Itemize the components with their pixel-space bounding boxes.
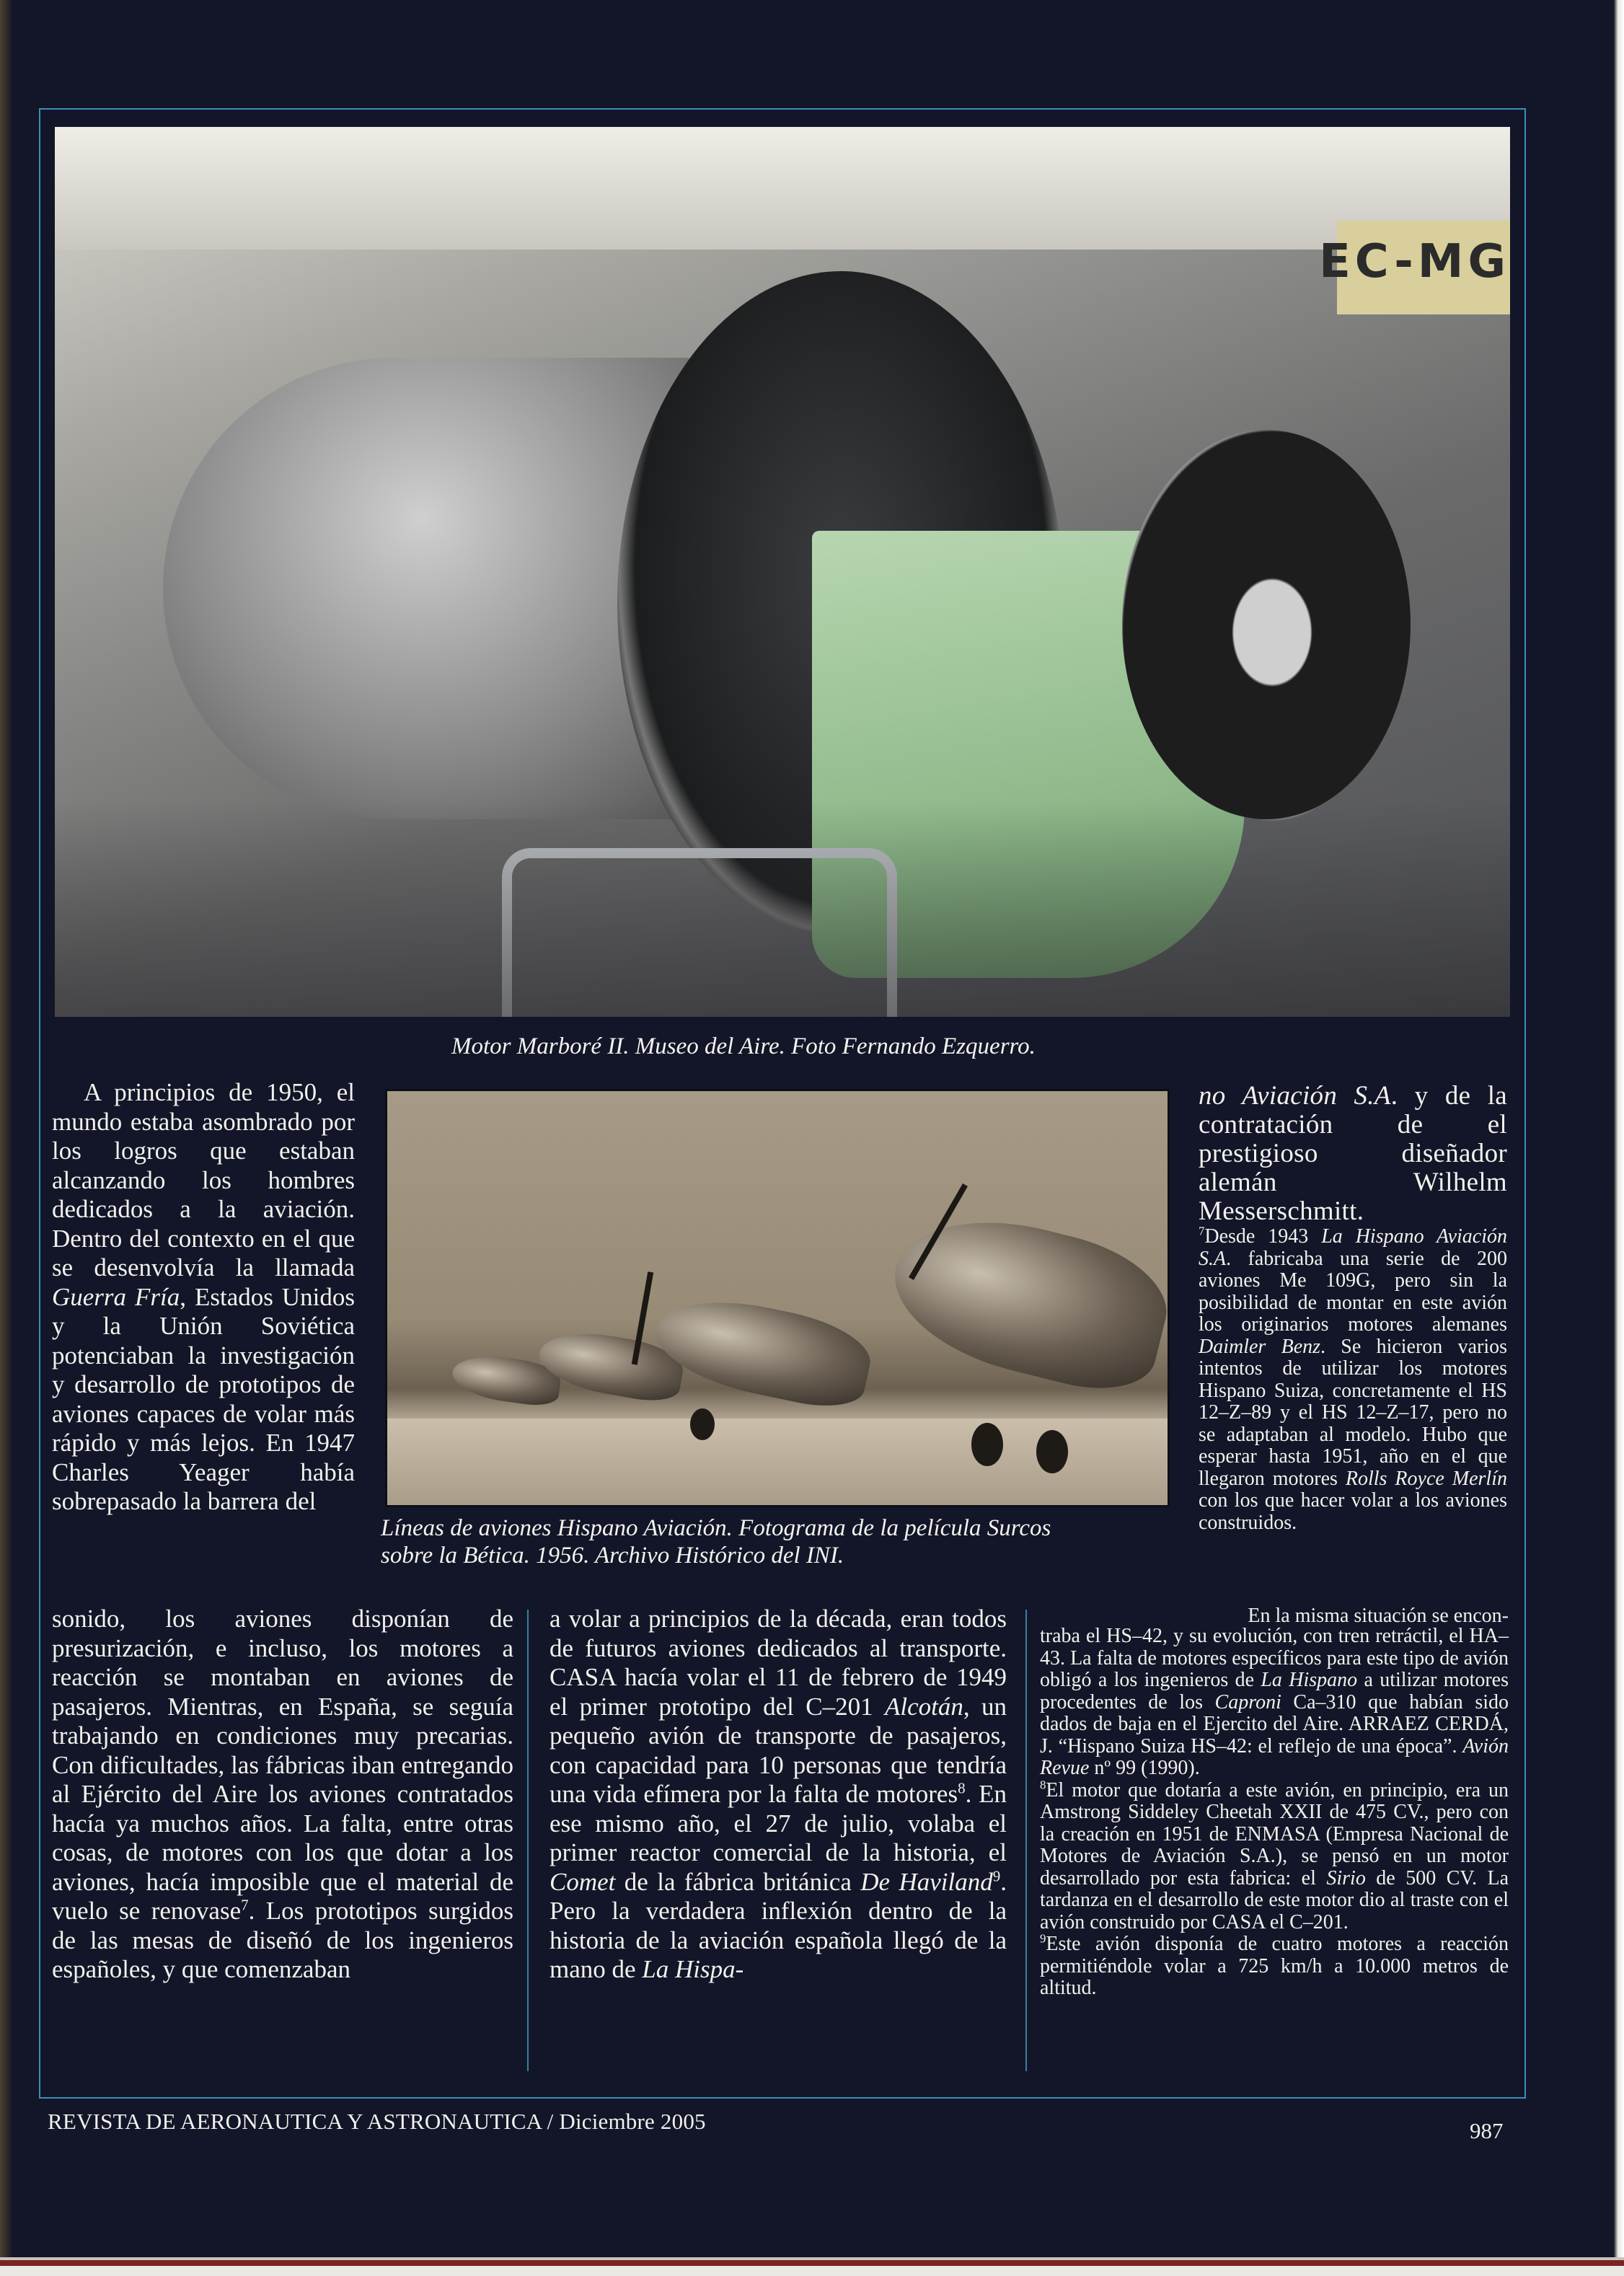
- article-column-1-bottom: [52, 1605, 513, 1985]
- footnote-text: traba el HS–42, y su evolución, con tren retráctil, el HA–43. La falta de motores específicos para este tipo de avión obligó a los ingenieros de: [1040, 1625, 1509, 1691]
- hangar-ceiling: [55, 127, 1510, 250]
- footnote-text: de 500 CV. La tardanza en el desarrollo de este motor dio al traste con el avión construido por CASA el C–201.: [1040, 1866, 1509, 1933]
- article-text: . En ese mismo año, el 27 de julio, volaba el primer reactor comercial de la historia, el: [550, 1780, 1007, 1866]
- article-text: . y de la contratación de el prestigioso diseñador alemán Wilhelm Messerschmitt.: [1199, 1081, 1507, 1226]
- footnote-text: . Se hicieron varios intentos de utilizar los motores Hispano Suiza, concretamente el HS 12–Z–89 y el HS 12–Z–17, pero no se adaptaban al modelo. Hubo que esperar hasta 1951, año en el que llegaron motores: [1199, 1335, 1507, 1490]
- article-italic: Comet: [550, 1867, 616, 1896]
- article-italic: no Aviación S.A: [1199, 1081, 1391, 1111]
- landing-wheel: [971, 1423, 1003, 1466]
- footnote-italic: Rolls Royce Merlín: [1345, 1467, 1507, 1490]
- footnote-text: El motor que dotaría a este avión, en principio, era un Amstrong Siddeley Cheetah XXII de 475 CV., pero con la creación en 1951 de ENMASA (Empresa Nacional de Motores de Aviación S.A.), se pensó en un motor desarrollado por esta fabrica: el: [1040, 1778, 1509, 1889]
- article-text: , Estados Unidos y la Unión Soviética potenciaban la investigación y desarrollo de prototipos de aviones capaces de volar más rápido y más lejos. En 1947 Charles Yeager había sobrepasado la barrera del: [52, 1282, 355, 1515]
- landing-wheel: [1036, 1430, 1068, 1473]
- footnote-ref: 7: [241, 1896, 249, 1914]
- column-divider: [527, 1610, 529, 2071]
- article-text: . Los prototipos surgidos de las mesas de diseñó de los ingenieros españoles, y que comenzaban: [52, 1897, 514, 1983]
- article-italic: La Hispa-: [642, 1955, 744, 1983]
- footnote-7-continued: [1040, 1626, 1509, 1780]
- article-text: . Pero la verdadera inflexión dentro de la historia de la aviación española llegó de la mano de: [550, 1867, 1007, 1983]
- article-italic: Alcotán: [884, 1692, 963, 1721]
- article-text: de la fábrica británica: [615, 1867, 861, 1896]
- article-text: sonido, los aviones disponían de presurización, e incluso, los motores a reacción se montaban en aviones de pasajeros. Mientras, en España, se seguía trabajando en condiciones muy precarias. Con dificultades, las fábricas iban entregando al Ejército del Aire los aviones contratados hacía ya muchos años. La falta, entre otras cosas, de motores con los que dotar a los aviones, hacía imposible que el material de vuelo se renovase: [52, 1605, 513, 1925]
- footnote-number: 7: [1199, 1224, 1205, 1238]
- page-edge-left: [0, 0, 12, 2276]
- engine-photo-caption: Motor Marboré II. Museo del Aire. Foto Fernando Ezquerro.: [451, 1033, 1036, 1059]
- footnote-ref: 8: [958, 1779, 966, 1797]
- article-text: A principios de 1950, el mundo estaba asombrado por los logros que estaban alcanzando los hombres dedicados a la aviación. Dentro del contexto en el que se desenvolvía la llamada: [52, 1078, 355, 1282]
- article-column-1-top: [52, 1078, 355, 1517]
- hangar-floor: [55, 800, 1510, 1017]
- footnote-italic: La Hispano Aviación S.A: [1199, 1225, 1507, 1270]
- footnote-text: Este avión disponía de cuatro motores a reacción permitiéndole volar a 725 km/h a 10.000 metros de altitud.: [1040, 1933, 1509, 1999]
- engine-photo: [55, 127, 1510, 1017]
- page-edge-bottom: [0, 2257, 1624, 2276]
- column-divider: [1025, 1610, 1027, 2071]
- article-text: a volar a principios de la década, eran todos de futuros aviones dedicados al transporte. CASA hacía volar el 11 de febrero de 1949 el primer prototipo del C–201: [550, 1605, 1007, 1721]
- magazine-footer: REVISTA DE AERONAUTICA Y ASTRONAUTICA / Diciembre 2005: [48, 2109, 706, 2134]
- footnote-text: a utilizar motores procedentes de los: [1040, 1669, 1509, 1713]
- article-column-2-bottom: [550, 1605, 1007, 1985]
- aircraft-silhouette: [648, 1286, 877, 1416]
- planes-photo-caption: [381, 1514, 1181, 1569]
- footnote-italic: Caproni: [1214, 1690, 1281, 1713]
- footnote-8: [1040, 1780, 1509, 1934]
- planes-caption-line-2: sobre la Bética. 1956. Archivo Histórico del INI.: [381, 1543, 844, 1569]
- article-italic: De Haviland: [860, 1867, 993, 1896]
- footnote-text: con los que hacer volar a los aviones construidos.: [1199, 1489, 1507, 1534]
- footnote-text: nº 99 (1990).: [1089, 1757, 1200, 1779]
- engine-intake: [1122, 430, 1411, 819]
- footnote-7: [1199, 1226, 1507, 1534]
- planes-photo: [385, 1089, 1170, 1507]
- footnote-text: . fabricaba una serie de 200 aviones Me 109G, pero sin la posibilidad de montar en este avión los originarios motores alemanes: [1199, 1247, 1507, 1336]
- article-italic: Guerra Fría: [52, 1282, 180, 1311]
- footnotes-block: [1040, 1626, 1509, 2000]
- aircraft-silhouette: [878, 1197, 1170, 1403]
- article-text: , un pequeño avión de transporte de pasajeros, con capacidad para 10 personas que tendría una vida efímera por la falta de motores: [550, 1692, 1007, 1808]
- planes-caption-line-1: Líneas de aviones Hispano Aviación. Fotograma de la película Surcos: [381, 1515, 1051, 1541]
- footnote-italic: La Hispano: [1261, 1669, 1358, 1691]
- footnote-italic: Daimler Benz: [1199, 1335, 1321, 1358]
- footnote-9: [1040, 1933, 1509, 2000]
- page-edge-right: [1614, 0, 1624, 2276]
- footnote-italic: Avión Revue: [1040, 1734, 1509, 1779]
- footnote-italic: Sirio: [1326, 1866, 1366, 1889]
- page-number: 987: [1470, 2118, 1504, 2143]
- footnote-text: Desde 1943: [1204, 1225, 1322, 1248]
- article-column-3-top: [1199, 1082, 1507, 1226]
- footnote-number: 9: [1040, 1931, 1046, 1946]
- aircraft-registration: EC-MG: [1319, 235, 1510, 288]
- footnote-ref: 9: [992, 1866, 1001, 1884]
- footnote-7-continuation-lead: En la misma situación se encon-: [1248, 1605, 1509, 1627]
- landing-wheel: [690, 1408, 715, 1440]
- footnote-number: 8: [1040, 1778, 1046, 1792]
- footnote-text: Ca–310 que habían sido dados de baja en el Ejercito del Aire. ARRAEZ CERDÁ, J. “Hispano Suiza HS–42: el reflejo de una época”.: [1040, 1690, 1509, 1757]
